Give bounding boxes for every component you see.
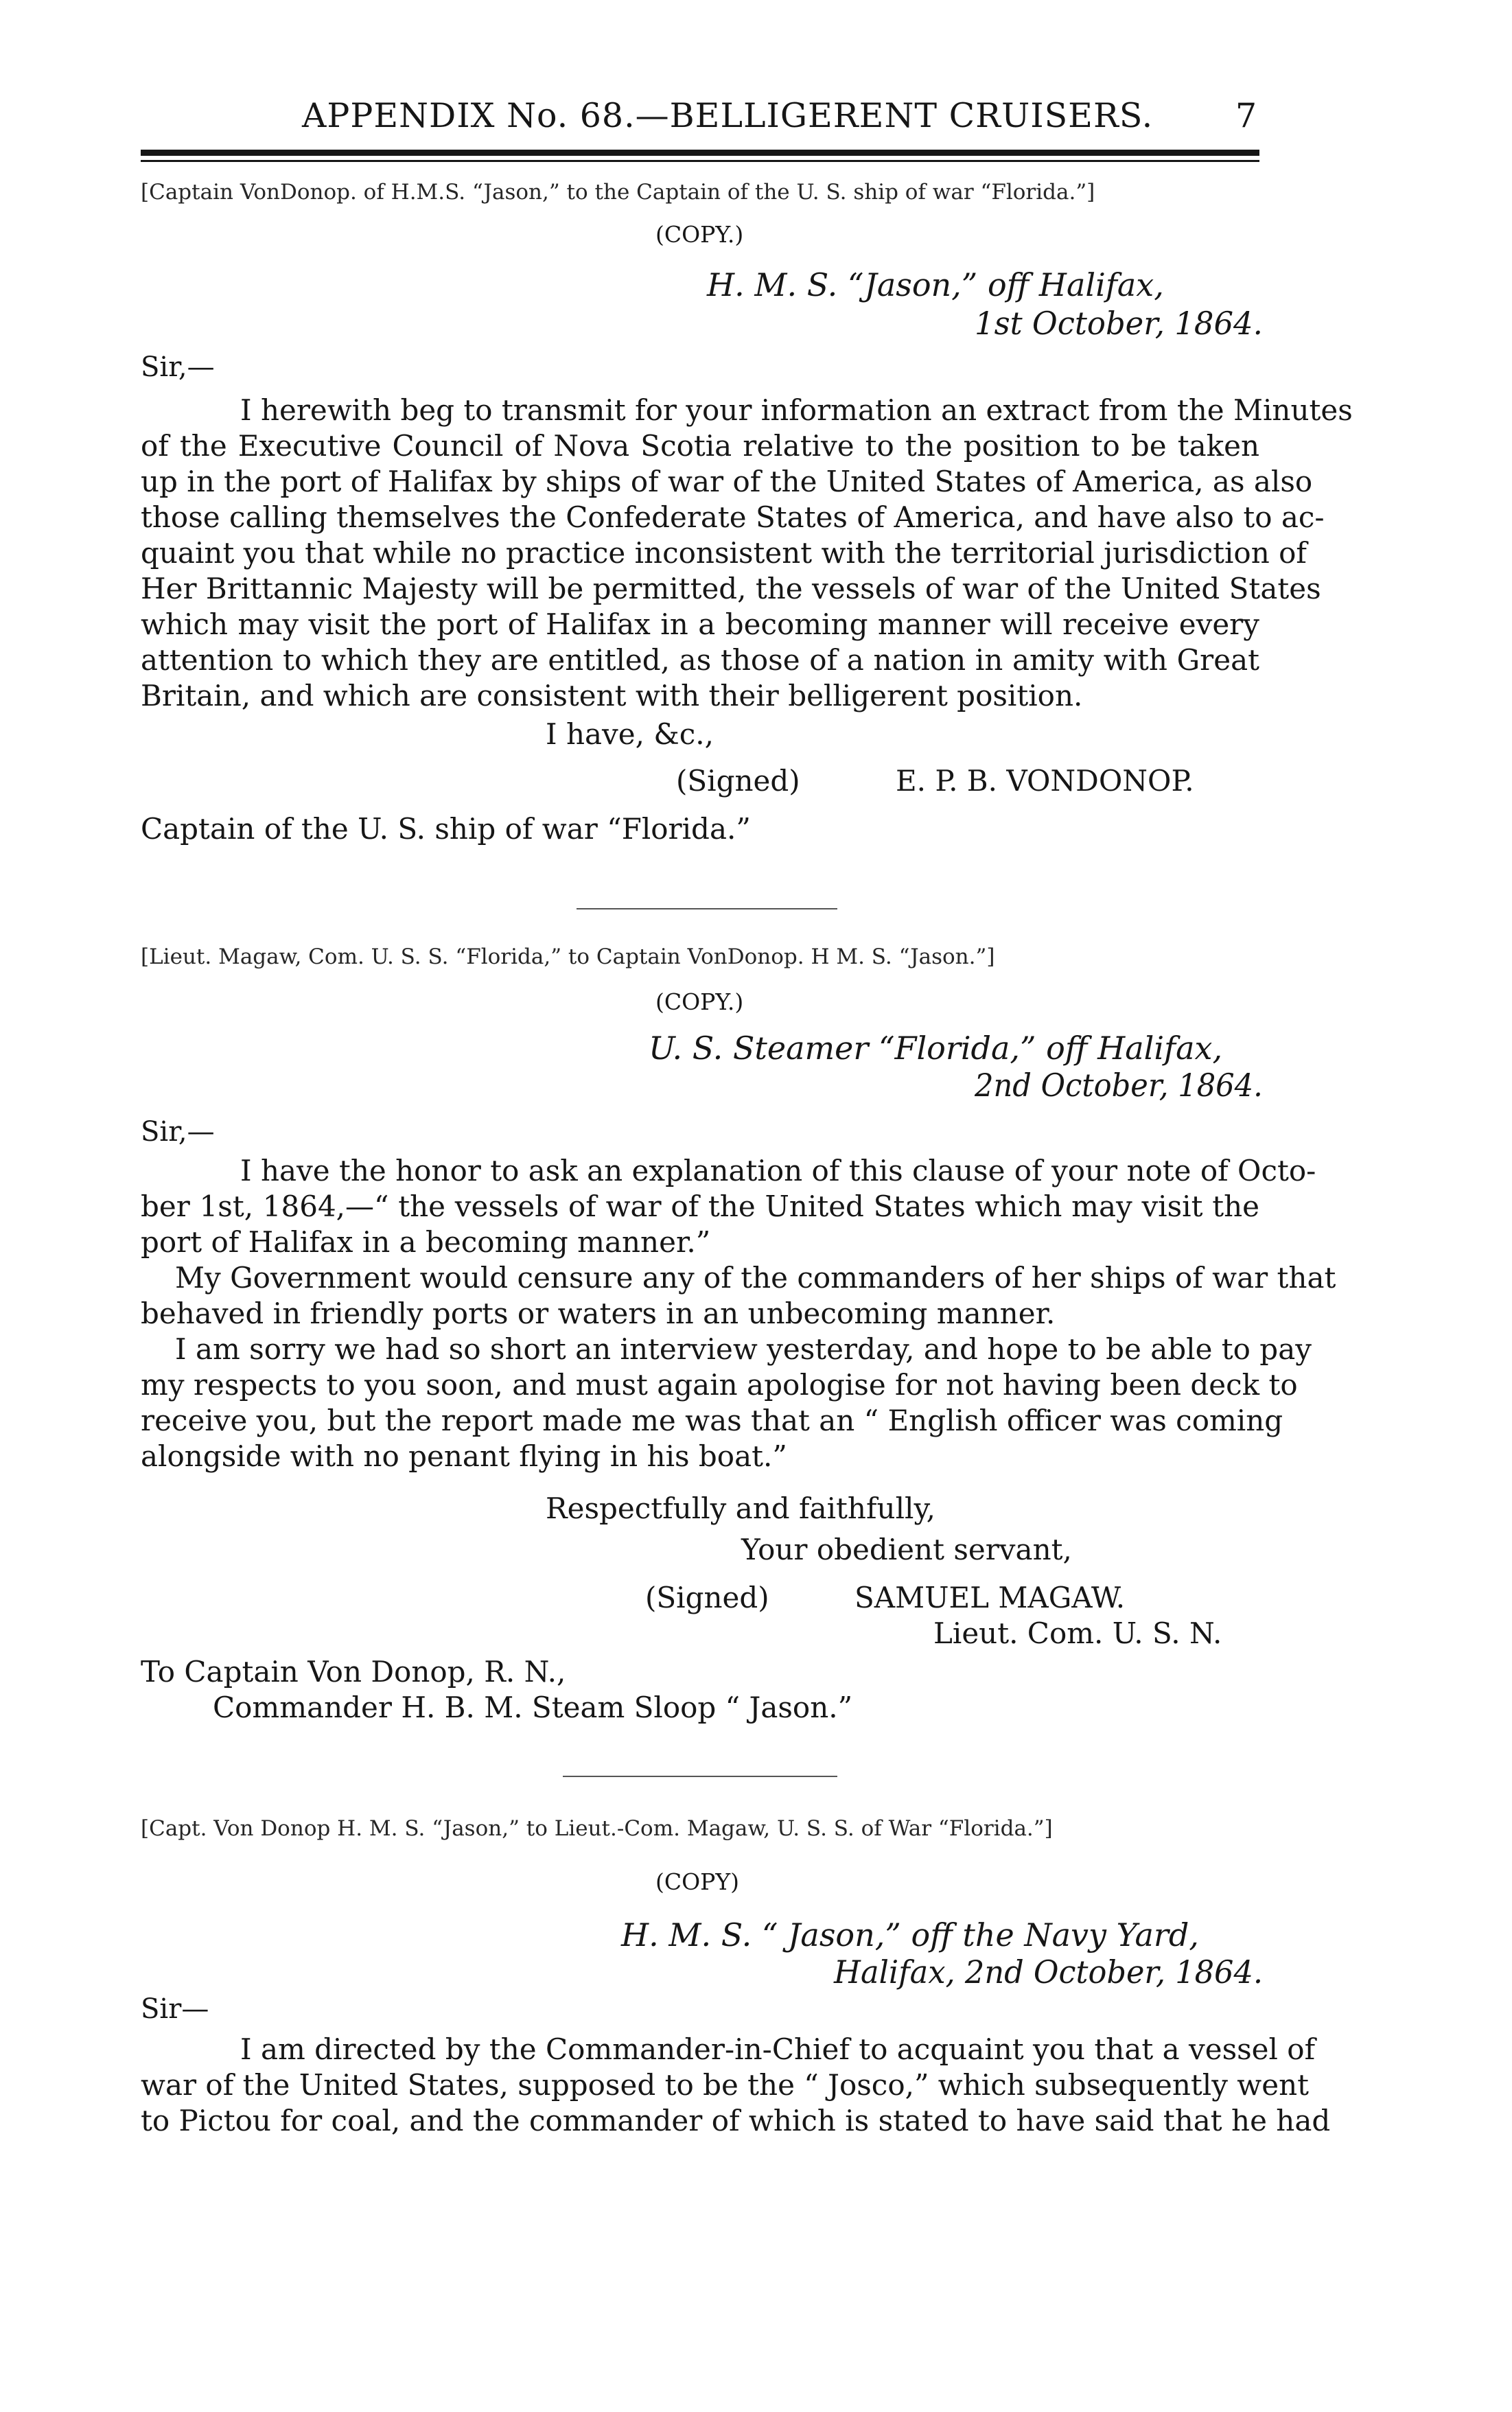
letter2-body-line: receive you, but the report made me was that an “ English officer was coming	[141, 1404, 1283, 1437]
letter3-copy-label: (COPY)	[655, 1868, 740, 1895]
letter2-closing2: Your obedient servant,	[741, 1533, 1072, 1566]
letter2-place-line2: 2nd October, 1864.	[975, 1067, 1263, 1104]
letter2-addressee2: Commander H. B. M. Steam Sloop “ Jason.”	[213, 1691, 853, 1724]
letter3-salutation: Sir—	[141, 1993, 209, 2025]
letter3-body-line: to Pictou for coal, and the commander of which is stated to have said that he had	[141, 2104, 1331, 2137]
page-number: 7	[1235, 96, 1258, 135]
letter2-body-line: I am sorry we had so short an interview yesterday, and hope to be able to pay	[175, 1332, 1312, 1366]
letter2-salutation: Sir,—	[141, 1116, 215, 1148]
letter2-addressee1: To Captain Von Donop, R. N.,	[141, 1655, 566, 1689]
letter2-body-line: My Government would censure any of the commanders of her ships of war that	[175, 1261, 1336, 1295]
letter1-salutation: Sir,—	[141, 351, 215, 383]
letter2-signer: SAMUEL MAGAW.	[854, 1581, 1126, 1614]
separator-rule	[563, 1776, 837, 1777]
letter2-body-line: ber 1st, 1864,—“ the vessels of war of the United States which may visit the	[141, 1190, 1259, 1223]
letter2-body-line: port of Halifax in a becoming manner.”	[141, 1225, 711, 1259]
letter2-body-line: I have the honor to ask an explanation of this clause of your note of Octo-	[240, 1154, 1316, 1187]
letter2-body-line: alongside with no penant flying in his boat.”	[141, 1439, 787, 1473]
letter1-addressee: Captain of the U. S. ship of war “Florida.”	[141, 812, 751, 846]
letter1-caption: [Captain VonDonop. of H.M.S. “Jason,” to the Captain of the U. S. ship of war “Florida.”]	[141, 180, 1095, 205]
letter1-copy-label: (COPY.)	[655, 221, 744, 248]
letter1-body-line: Her Brittannic Majesty will be permitted, the vessels of war of the United States	[141, 572, 1321, 605]
letter2-caption: [Lieut. Magaw, Com. U. S. S. “Florida,” to Captain VonDonop. H M. S. “Jason.”]	[141, 944, 995, 969]
header-rule-thick	[141, 150, 1259, 156]
letter2-closing1: Respectfully and faithfully,	[546, 1492, 935, 1525]
letter3-place-line2: Halifax, 2nd October, 1864.	[834, 1953, 1264, 1991]
letter1-body-line: those calling themselves the Confederate States of America, and have also to ac-	[141, 500, 1325, 534]
letter1-signed-label: (Signed)	[676, 764, 800, 798]
letter3-place-line1: H. M. S. “ Jason,” off the Navy Yard,	[621, 1916, 1199, 1953]
letter1-closing: I have, &c.,	[546, 717, 714, 751]
letter1-place-line1: H. M. S. “Jason,” off Halifax,	[707, 266, 1164, 303]
letter2-place-line1: U. S. Steamer “Florida,” off Halifax,	[649, 1030, 1223, 1067]
letter1-body-line: of the Executive Council of Nova Scotia relative to the position to be taken	[141, 429, 1259, 463]
letter1-body-line: up in the port of Halifax by ships of war of the United States of America, as also	[141, 465, 1313, 498]
letter2-body-line: behaved in friendly ports or waters in an unbecoming manner.	[141, 1297, 1056, 1330]
letter3-caption: [Capt. Von Donop H. M. S. “Jason,” to Lieut.-Com. Magaw, U. S. S. of War “Florida.”]	[141, 1816, 1053, 1841]
letter1-signer: E. P. B. VONDONOP.	[896, 764, 1194, 798]
letter2-signed-label: (Signed)	[645, 1581, 769, 1614]
letter1-body-line: attention to which they are entitled, as those of a nation in amity with Great	[141, 643, 1259, 677]
letter2-copy-label: (COPY.)	[655, 988, 744, 1015]
letter1-place-line2: 1st October, 1864.	[975, 305, 1263, 342]
page-header-title: APPENDIX No. 68.—BELLIGERENT CRUISERS.	[302, 96, 1154, 135]
separator-rule	[577, 908, 837, 909]
letter2-body-line: my respects to you soon, and must again apologise for not having been deck to	[141, 1368, 1298, 1402]
letter3-body-line: I am directed by the Commander-in-Chief to acquaint you that a vessel of	[240, 2032, 1316, 2066]
letter1-body-line: quaint you that while no practice inconsistent with the territorial jurisdiction of	[141, 536, 1307, 570]
letter3-body-line: war of the United States, supposed to be the “ Josco,” which subsequently went	[141, 2068, 1310, 2102]
letter1-body-line: which may visit the port of Halifax in a becoming manner will receive every	[141, 607, 1259, 641]
header-rule-thin	[141, 160, 1259, 162]
letter1-body-line: Britain, and which are consistent with their belligerent position.	[141, 679, 1083, 712]
letter2-signer-title: Lieut. Com. U. S. N.	[933, 1616, 1222, 1650]
letter1-body-line: I herewith beg to transmit for your information an extract from the Minutes	[240, 393, 1353, 427]
